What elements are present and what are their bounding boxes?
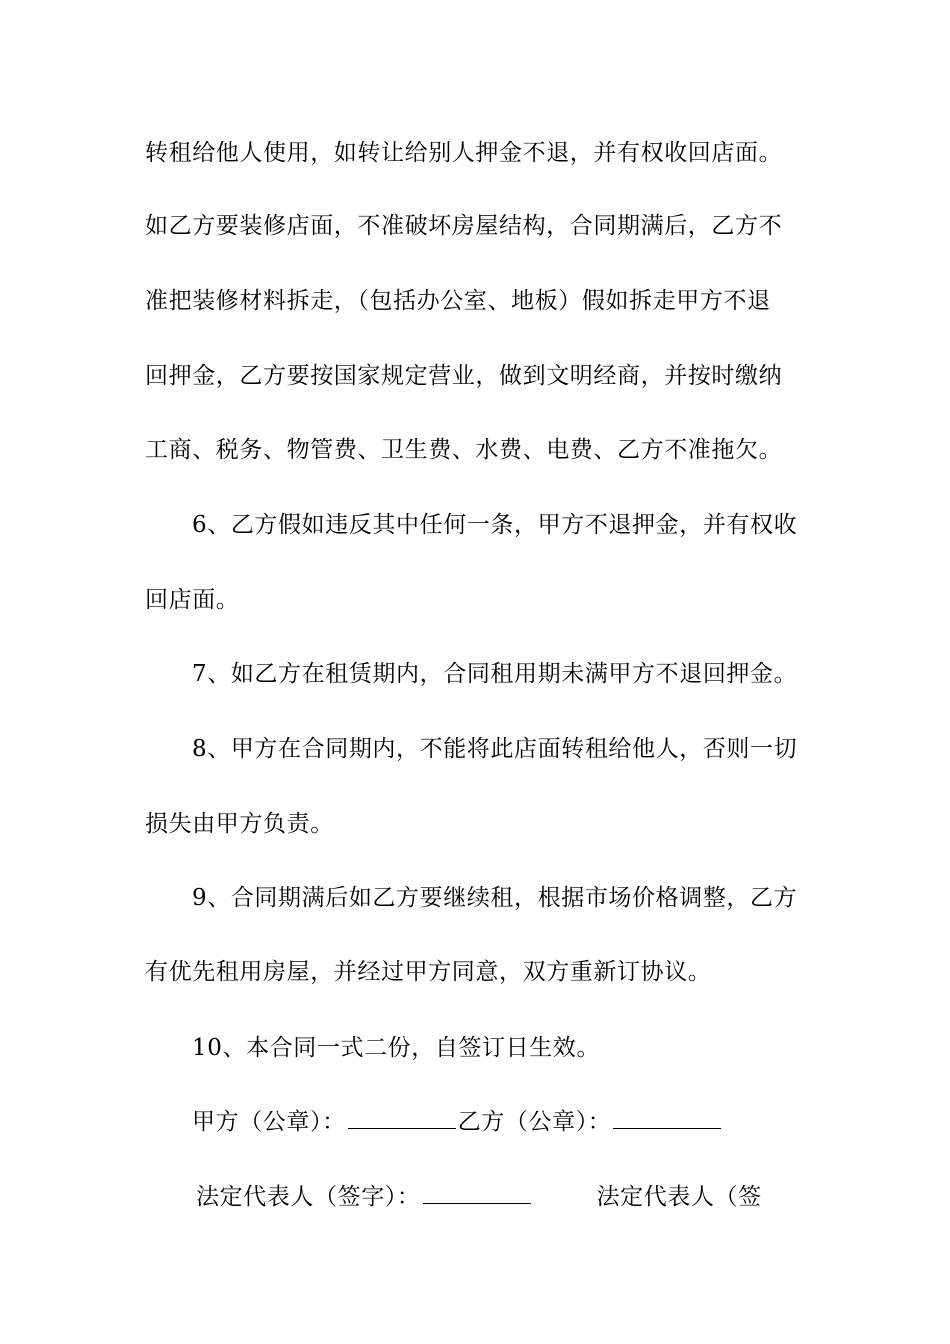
legal-rep-a-label: 法定代表人（签字）：	[196, 1184, 421, 1210]
body-line-5: 工商、税务、物管费、卫生费、水费、电费、乙方不准拖欠。	[145, 437, 783, 463]
clause-7: 7、如乙方在租赁期内，合同租用期未满甲方不退回押金。	[192, 661, 798, 687]
body-line-2: 如乙方要装修店面，不准破坏房屋结构，合同期满后，乙方不	[145, 213, 783, 239]
legal-rep-a-blank[interactable]	[423, 1185, 531, 1204]
party-a-seal-label: 甲方（公章）：	[192, 1109, 346, 1135]
clause-6-line-2: 回店面。	[145, 587, 240, 613]
legal-rep-signature-line	[196, 1182, 876, 1212]
clause-8-line-2: 损失由甲方负责。	[145, 811, 334, 837]
party-a-seal-blank[interactable]	[348, 1110, 456, 1129]
body-line-1: 转租给他人使用，如转让给别人押金不退，并有权收回店面。	[145, 140, 783, 166]
clause-9-line-2: 有优先租用房屋，并经过甲方同意，双方重新订协议。	[145, 959, 712, 985]
party-b-seal-label: 乙方（公章）：	[457, 1109, 612, 1135]
body-line-3: 准把装修材料拆走，（包括办公室、地板）假如拆走甲方不退	[145, 288, 771, 314]
body-line-4: 回押金，乙方要按国家规定营业，做到文明经商，并按时缴纳	[145, 363, 783, 389]
legal-rep-b-label: 法定代表人（签	[596, 1184, 762, 1210]
clause-9-line-1: 9、合同期满后如乙方要继续租，根据市场价格调整，乙方	[192, 885, 798, 911]
seal-signature-line	[192, 1107, 872, 1137]
clause-6-line-1: 6、乙方假如违反其中任何一条，甲方不退押金，并有权收	[192, 512, 798, 538]
clause-10: 10、本合同一式二份，自签订日生效。	[192, 1035, 601, 1061]
party-b-seal-blank[interactable]	[613, 1110, 721, 1129]
clause-8-line-1: 8、甲方在合同期内，不能将此店面转租给他人，否则一切	[192, 736, 798, 762]
